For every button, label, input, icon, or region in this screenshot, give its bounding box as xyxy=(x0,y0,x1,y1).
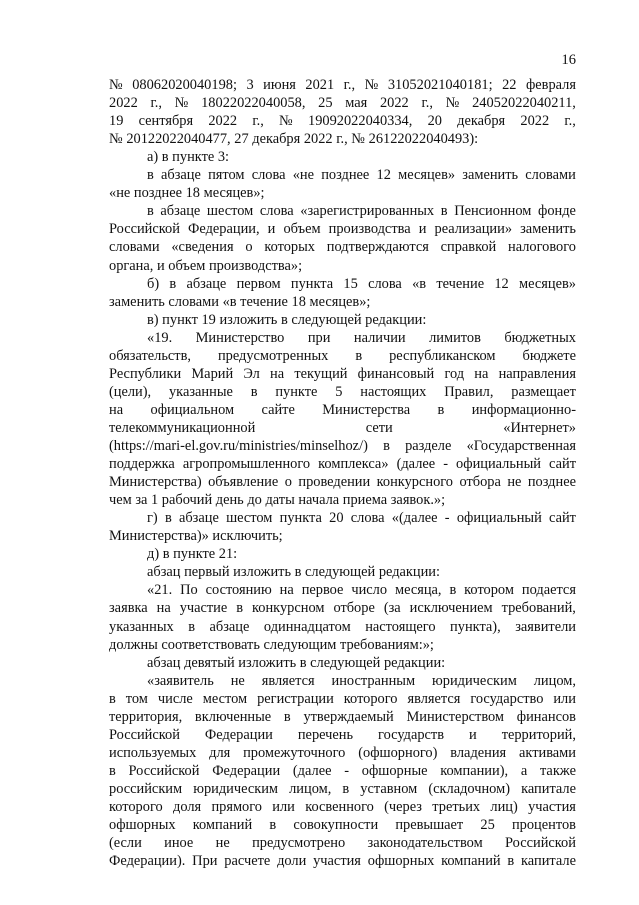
word: Федерации xyxy=(204,726,273,743)
text-line: должны соответствовать следующим требованиям:»; xyxy=(109,636,434,653)
word: одиннадцатом xyxy=(263,618,351,635)
word: активами xyxy=(519,744,576,761)
word: офшорные xyxy=(361,762,428,779)
word: Министерства xyxy=(322,401,411,418)
word: 15 xyxy=(343,275,358,292)
text-line xyxy=(109,112,576,130)
word: (если xyxy=(109,835,142,852)
text-line xyxy=(109,473,576,491)
word: (далее xyxy=(292,762,332,779)
word: «19. xyxy=(147,329,173,346)
word: реализации» xyxy=(434,221,513,238)
word: или xyxy=(272,799,295,815)
word: о xyxy=(284,474,292,491)
word: справкой xyxy=(440,239,497,256)
word: территорий, xyxy=(501,726,576,743)
word: компаний xyxy=(192,817,253,834)
word: капитале xyxy=(521,853,576,870)
word: государство xyxy=(470,690,544,707)
word: «21. xyxy=(147,582,173,599)
word: г., xyxy=(252,113,264,130)
word: в xyxy=(507,853,515,870)
word: сети xyxy=(365,419,393,436)
word: бюджетных xyxy=(504,329,576,346)
word: на xyxy=(270,365,285,382)
word: месяцев» xyxy=(519,275,576,292)
word: пункте xyxy=(275,383,318,400)
word: указанные xyxy=(168,383,233,400)
word: - xyxy=(443,456,448,473)
word: Министерством xyxy=(406,708,505,725)
word: пункта xyxy=(279,510,322,527)
word: декабря xyxy=(457,113,506,130)
word: лицом, xyxy=(533,672,576,689)
word: 18022022040058, xyxy=(201,95,306,112)
word: Министерства) xyxy=(109,474,202,491)
word: доля xyxy=(173,799,202,815)
word: на xyxy=(109,401,124,418)
text-line xyxy=(109,220,576,238)
word: расчете xyxy=(224,853,271,870)
word: г., xyxy=(150,95,162,112)
word: Федерации, xyxy=(188,221,260,238)
word: является xyxy=(407,690,461,707)
word: котором xyxy=(464,582,514,599)
word: Российской xyxy=(109,726,180,743)
word: сентября xyxy=(138,113,194,130)
word: в xyxy=(437,401,445,418)
word: и xyxy=(418,221,427,238)
word: слова xyxy=(350,510,385,527)
word: используемых xyxy=(109,744,197,761)
word: заявители xyxy=(515,618,576,635)
text-line xyxy=(109,347,576,365)
word: (складочном) xyxy=(428,780,510,797)
text-line xyxy=(109,437,576,455)
word: в xyxy=(269,817,277,834)
text-line xyxy=(109,708,576,726)
word: в xyxy=(383,438,390,454)
word: настоящих xyxy=(360,383,427,400)
word: абзаце xyxy=(161,167,201,184)
word: По xyxy=(180,582,198,599)
word: - xyxy=(444,510,450,527)
word: телекоммуникационной xyxy=(109,419,256,436)
word: юридическим xyxy=(193,780,279,797)
word: год xyxy=(444,365,465,382)
word: «не xyxy=(292,167,314,184)
word: которых xyxy=(264,239,315,256)
word: конкурсного xyxy=(376,474,453,491)
text-line xyxy=(109,816,576,834)
word: капитале xyxy=(521,780,576,797)
word: агропромышленного xyxy=(182,456,311,473)
word: Российской xyxy=(109,221,180,238)
word: официальном xyxy=(150,401,235,418)
word: мая xyxy=(345,95,368,112)
word: в xyxy=(250,383,258,400)
word: 2022 xyxy=(208,113,238,130)
word: совокупности xyxy=(293,817,379,834)
word: Федерации). xyxy=(109,853,186,870)
text-line: чем за 1 рабочий день до даты начала приема заявок.»; xyxy=(109,492,446,509)
word: отбора xyxy=(459,474,501,491)
word: процентов xyxy=(511,817,576,834)
word: перечень xyxy=(297,726,354,743)
word: (https://mari-el.gov.ru/ministries/minselhoz/) xyxy=(109,438,368,454)
word: словами xyxy=(525,167,576,184)
word: прямого xyxy=(211,799,262,815)
word: в xyxy=(109,690,116,707)
word: отборе xyxy=(333,600,375,617)
word: месяца, xyxy=(394,582,442,599)
word: финансов xyxy=(516,708,576,725)
word: финансовый xyxy=(357,365,435,382)
word: № xyxy=(445,95,460,112)
word: на xyxy=(279,582,294,599)
text-line xyxy=(109,94,576,112)
word: июня xyxy=(263,77,296,93)
word: на xyxy=(156,600,171,617)
word: также xyxy=(539,762,576,779)
word: включенные xyxy=(194,708,272,725)
word: утверждаемый xyxy=(303,708,394,725)
word: 20 xyxy=(427,113,442,130)
text-line xyxy=(147,581,576,599)
text-line xyxy=(147,166,576,184)
word: (цели), xyxy=(109,383,152,400)
word: и xyxy=(469,726,477,743)
text-line xyxy=(109,401,576,419)
word: первое xyxy=(301,582,344,599)
text-line xyxy=(109,852,576,870)
word: в xyxy=(147,167,154,184)
word: российским xyxy=(109,780,183,797)
word: абзаце xyxy=(209,618,250,635)
word: территория, xyxy=(109,708,183,725)
text-line xyxy=(109,419,576,437)
word: № xyxy=(279,113,293,130)
word: сайт xyxy=(549,510,576,527)
word: юридическим xyxy=(432,672,517,689)
text-line: абзац девятый изложить в следующей редакции: xyxy=(147,654,446,671)
word: 2022 xyxy=(379,95,409,112)
word: официальный xyxy=(456,456,541,473)
word: Правил, xyxy=(444,383,494,400)
word: (офшорного) xyxy=(358,744,438,761)
word: (через xyxy=(384,799,422,815)
word: промежуточного xyxy=(243,744,346,761)
word: 31052021040181; xyxy=(387,77,493,93)
text-line xyxy=(109,726,576,744)
word: а xyxy=(520,762,528,779)
word: разделе xyxy=(405,438,452,454)
text-line xyxy=(109,618,576,636)
text-line xyxy=(109,762,576,780)
word: в xyxy=(147,203,154,220)
word: поддержка xyxy=(109,456,175,473)
word: заменить xyxy=(520,221,576,238)
word: при xyxy=(307,329,331,346)
word: третьих xyxy=(432,799,481,815)
word: в xyxy=(355,347,363,364)
word: производства xyxy=(328,221,411,238)
word: Министерство xyxy=(195,329,285,346)
word: «заявитель xyxy=(147,672,214,689)
word: (за xyxy=(383,600,401,617)
word: компаний xyxy=(441,853,501,870)
word: число xyxy=(351,582,388,599)
word: является xyxy=(261,672,315,689)
text-line: заменить словами «в течение 18 месяцев»; xyxy=(109,293,371,310)
word: регистрации xyxy=(257,690,334,707)
word: пункта xyxy=(290,275,334,292)
word: лицом, xyxy=(289,780,332,797)
word: предусмотрено xyxy=(252,835,346,852)
word: обязательств, xyxy=(109,347,191,364)
word: состоянию xyxy=(205,582,272,599)
word: позднее xyxy=(321,167,370,184)
word: «Интернет» xyxy=(503,419,576,436)
word: предусмотренных xyxy=(217,347,329,364)
word: «Государственная xyxy=(466,438,576,454)
word: которого xyxy=(343,690,398,707)
text-line: в) пункт 19 изложить в следующей редакции: xyxy=(147,311,427,328)
word: лиц) xyxy=(490,799,518,815)
text-line: № 20122022040477, 27 декабря 2022 г., № 26122022040493): xyxy=(109,131,479,148)
word: «сведения xyxy=(171,239,234,256)
word: февраля xyxy=(525,77,576,93)
word: г., xyxy=(421,95,433,112)
word: № xyxy=(174,95,189,112)
word: слова xyxy=(251,167,286,184)
word: бюджете xyxy=(522,347,576,364)
text-line: д) в пункте 21: xyxy=(147,546,238,563)
word: (далее xyxy=(396,456,436,473)
text-line xyxy=(109,599,576,617)
text-line xyxy=(109,834,576,852)
word: настоящего xyxy=(365,618,436,635)
word: числе xyxy=(157,690,193,707)
text-line: Министерства)» исключить; xyxy=(109,528,283,545)
word: сайт xyxy=(549,456,576,473)
text-line xyxy=(109,383,576,401)
word: наличии xyxy=(353,329,406,346)
word: не xyxy=(215,835,230,852)
word: объявление xyxy=(208,474,279,491)
text-line: абзац первый изложить в следующей редакции: xyxy=(147,564,441,581)
word: в xyxy=(449,582,457,599)
word: Эл xyxy=(243,365,260,382)
word: в xyxy=(342,780,350,797)
word: косвенного xyxy=(305,799,374,815)
word: том xyxy=(125,690,148,707)
text-line xyxy=(147,202,576,220)
word: не xyxy=(230,672,245,689)
word: абзаце xyxy=(178,510,219,527)
word: При xyxy=(192,853,218,870)
word: которого xyxy=(109,799,163,815)
word: Российской xyxy=(128,762,200,779)
word: доли xyxy=(277,853,307,870)
word: месяцев» xyxy=(398,167,456,184)
word: для xyxy=(209,744,231,761)
word: требований, xyxy=(501,600,576,617)
word: Федерации xyxy=(212,762,281,779)
word: подтверждаются xyxy=(326,239,429,256)
word: участие xyxy=(179,600,228,617)
word: иное xyxy=(164,835,194,852)
word: слова xyxy=(368,275,402,292)
word: объем xyxy=(283,221,321,238)
word: государств xyxy=(378,726,445,743)
word: компании), xyxy=(440,762,509,779)
word: 19 xyxy=(109,113,124,130)
word: о xyxy=(245,239,253,256)
word: г., xyxy=(564,113,576,130)
word: шестом xyxy=(226,510,273,527)
word: лимитов xyxy=(429,329,481,346)
word: 08062020040198; xyxy=(132,77,237,93)
word: «(далее xyxy=(391,510,438,527)
word: подается xyxy=(521,582,576,599)
word: 12 xyxy=(494,275,509,292)
word: «в xyxy=(412,275,427,292)
word: - xyxy=(344,762,350,779)
word: официальный xyxy=(456,510,542,527)
word: участия xyxy=(528,799,576,815)
word: б) xyxy=(147,275,160,292)
word: в xyxy=(164,510,172,527)
word: абзаце xyxy=(186,275,227,292)
text-line xyxy=(109,455,576,473)
word: позднее xyxy=(527,474,576,491)
text-line xyxy=(109,780,576,798)
word: Марий xyxy=(191,365,234,382)
word: не xyxy=(507,474,522,491)
word: словами xyxy=(109,239,160,256)
word: 25 xyxy=(318,95,333,112)
word: пункта), xyxy=(450,618,501,635)
text-line xyxy=(147,329,576,347)
text-line xyxy=(109,365,576,383)
text-line xyxy=(147,275,576,293)
word: налогового xyxy=(508,239,576,256)
word: исключением xyxy=(409,600,493,617)
word: участия xyxy=(313,853,361,870)
text-line xyxy=(109,690,576,708)
word: информационно- xyxy=(471,401,576,418)
word: «зарегистрированных xyxy=(300,203,435,220)
word: республиканском xyxy=(389,347,496,364)
word: Российской xyxy=(505,835,576,852)
word: абзаце xyxy=(160,203,201,220)
word: уставном xyxy=(360,780,418,797)
word: 25 xyxy=(480,817,495,834)
text-line xyxy=(109,798,576,816)
word: Пенсионном xyxy=(454,203,532,220)
word: превышает xyxy=(395,817,464,834)
word: законодательством xyxy=(367,835,483,852)
word: 12 xyxy=(376,167,391,184)
word: 5 xyxy=(335,383,343,400)
text-line xyxy=(147,672,576,690)
word: г., xyxy=(343,77,356,93)
word: офшорных xyxy=(109,817,176,834)
word: и xyxy=(267,221,276,238)
word: 24052022040211, xyxy=(472,95,576,112)
word: 19092022040334, xyxy=(308,113,413,130)
word: № xyxy=(364,77,379,93)
text-line: «не позднее 18 месяцев»; xyxy=(109,185,265,202)
word: в xyxy=(169,275,177,292)
word: № xyxy=(109,77,123,93)
word: конкурсном xyxy=(252,600,325,617)
word: сайте xyxy=(261,401,295,418)
text-line: а) в пункте 3: xyxy=(147,149,230,166)
page-number: 16 xyxy=(561,52,576,68)
word: текущий xyxy=(294,365,348,382)
word: проведении xyxy=(298,474,371,491)
word: или xyxy=(553,690,576,707)
word: размещает xyxy=(511,383,576,400)
word: в xyxy=(109,762,116,779)
word: 20 xyxy=(329,510,344,527)
word: владения xyxy=(450,744,507,761)
word: 2022 xyxy=(520,113,550,130)
text-line xyxy=(109,76,576,94)
word: в xyxy=(188,618,196,635)
word: заменить xyxy=(462,167,519,184)
text-line xyxy=(147,509,576,527)
word: г) xyxy=(147,510,158,527)
word: 3 xyxy=(246,77,254,93)
word: местом xyxy=(202,690,248,707)
word: 22 xyxy=(502,77,517,93)
word: иностранным xyxy=(331,672,416,689)
word: в xyxy=(236,600,244,617)
word: в xyxy=(283,708,291,725)
word: фонде xyxy=(538,203,576,220)
text-line: органа, и объем производства»; xyxy=(109,257,303,274)
word: комплекса» xyxy=(318,456,389,473)
word: в xyxy=(440,203,448,220)
word: шестом xyxy=(206,203,254,220)
text-line xyxy=(109,744,576,762)
word: 2022 xyxy=(109,95,138,112)
word: пятом xyxy=(208,167,245,184)
word: первом xyxy=(236,275,281,292)
word: офшорных xyxy=(367,853,435,870)
word: 2021 xyxy=(305,77,335,93)
word: на xyxy=(474,365,489,382)
word: заявка xyxy=(109,600,148,617)
word: направления xyxy=(498,365,576,382)
word: указанных xyxy=(109,618,174,635)
word: течение xyxy=(436,275,485,292)
text-line xyxy=(109,238,576,256)
word: Республики xyxy=(109,365,182,382)
word: слова xyxy=(259,203,294,220)
